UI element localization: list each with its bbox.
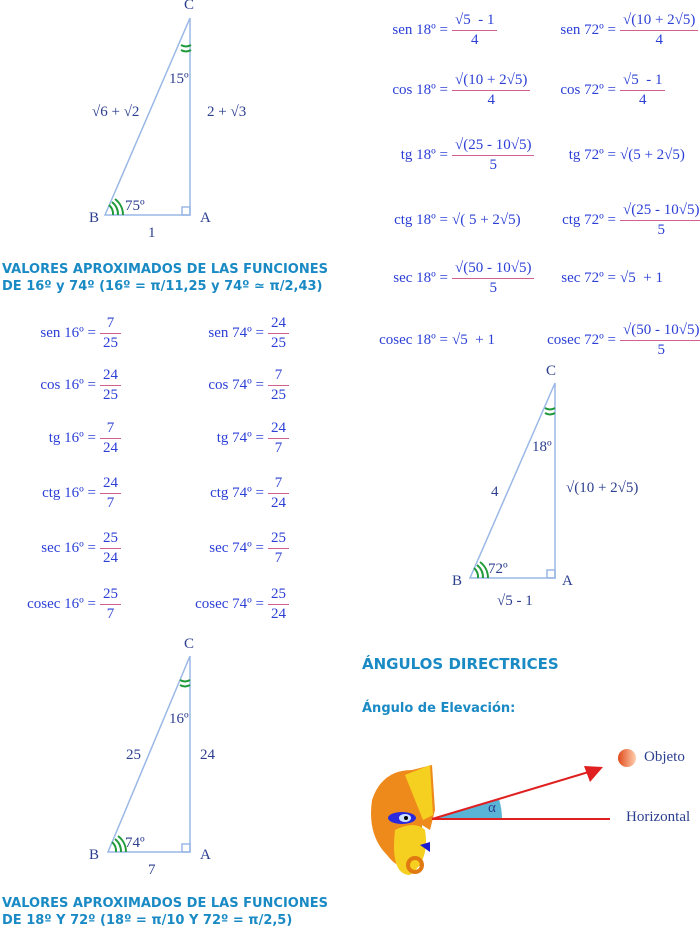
fraction — [620, 322, 700, 359]
angle-marks-16 — [112, 680, 190, 852]
function-label: ctg 18º = — [394, 211, 448, 228]
denominator: 24 — [268, 493, 289, 512]
formula-value: √( 5 + 2√5) — [452, 211, 521, 228]
vertex-c: C — [184, 636, 195, 652]
numerator: 24 — [271, 419, 286, 436]
formula-value: √(5 + 2√5) — [620, 146, 685, 163]
numerator: √(50 - 10√5) — [623, 321, 700, 338]
numerator: √5 - 1 — [455, 11, 495, 28]
function-label: sen 72º = — [560, 21, 616, 38]
triangle-16-74 — [108, 656, 190, 852]
numerator: 24 — [103, 366, 118, 383]
hypotenuse-label: 4 — [491, 484, 499, 500]
numerator: √(25 - 10√5) — [455, 136, 532, 153]
formula-row — [0, 359, 121, 411]
vertex-a: A — [562, 573, 573, 589]
formula-value: √5 + 1 — [620, 269, 663, 286]
denominator: 5 — [452, 278, 534, 297]
fraction — [268, 420, 289, 457]
function-label: sen 74º = — [208, 324, 264, 341]
denominator: 4 — [620, 30, 698, 49]
function-label: tg 74º = — [216, 429, 264, 446]
function-label: tg 72º = — [568, 146, 616, 163]
numerator: √(25 - 10√5) — [623, 201, 700, 218]
function-label: tg 16º = — [48, 429, 96, 446]
fraction — [620, 12, 698, 49]
triangle-18-72 — [470, 383, 555, 578]
denominator: 4 — [452, 90, 530, 109]
function-label: sen 16º = — [40, 324, 96, 341]
angle-top-label: 16º — [169, 711, 189, 727]
fraction — [100, 420, 121, 457]
vertex-b: B — [89, 847, 100, 863]
denominator: 7 — [100, 493, 121, 512]
function-label: sec 18º = — [393, 269, 448, 286]
formula-row — [160, 467, 289, 519]
fraction — [268, 586, 289, 623]
function-label: cos 72º = — [560, 81, 616, 98]
numerator: √(10 + 2√5) — [623, 11, 696, 28]
vertex-b: B — [452, 573, 463, 589]
fraction — [100, 367, 121, 404]
numerator: 7 — [274, 366, 283, 383]
vertex-c: C — [184, 0, 195, 13]
object-label: Objeto — [644, 749, 685, 765]
vertical-side-label: √(10 + 2√5) — [566, 480, 639, 496]
heading-line-1: VALORES APROXIMADOS DE LAS FUNCIONES — [2, 262, 328, 277]
denominator: 24 — [100, 548, 121, 567]
function-label: cosec 74º = — [195, 595, 264, 612]
formula-row — [500, 249, 663, 307]
base-label: √5 - 1 — [497, 593, 533, 609]
horizontal-label: Horizontal — [626, 809, 691, 825]
fraction — [268, 475, 289, 512]
formula-row — [500, 311, 700, 369]
denominator: 4 — [620, 90, 665, 109]
observer-face-icon — [371, 765, 435, 875]
angle-top-label: 15º — [169, 71, 189, 87]
denominator: 5 — [452, 155, 534, 174]
denominator: 5 — [620, 220, 700, 239]
denominator: 25 — [268, 333, 289, 352]
numerator: √(10 + 2√5) — [455, 71, 528, 88]
function-label: sec 72º = — [561, 269, 616, 286]
numerator: 25 — [271, 585, 286, 602]
denominator: 25 — [100, 385, 121, 404]
angle-marks-18 — [474, 408, 555, 578]
hypotenuse-label: 25 — [126, 747, 141, 763]
vertex-c: C — [546, 363, 557, 379]
vertex-a: A — [200, 847, 211, 863]
fraction — [100, 586, 121, 623]
function-label: cos 18º = — [392, 81, 448, 98]
numerator: √5 - 1 — [623, 71, 663, 88]
formula-row — [160, 359, 289, 411]
angle-bottom-label: 75º — [125, 198, 145, 214]
fraction — [268, 367, 289, 404]
fraction — [100, 315, 121, 352]
angle-bottom-label: 72º — [488, 561, 508, 577]
angle-bottom-label: 74º — [125, 835, 145, 851]
fraction — [100, 530, 121, 567]
function-label: ctg 16º = — [42, 484, 96, 501]
fraction — [620, 72, 665, 109]
fraction — [268, 315, 289, 352]
denominator: 5 — [620, 340, 700, 359]
section-title: ÁNGULOS DIRECTRICES — [362, 655, 559, 673]
fraction — [100, 475, 121, 512]
numerator: 7 — [106, 419, 115, 436]
numerator: 24 — [271, 314, 286, 331]
heading-line-2: DE 16º y 74º (16º = π/11,25 y 74º ≃ π/2,43) — [2, 279, 323, 294]
formula-row — [160, 578, 289, 630]
formula-row — [500, 191, 700, 249]
formula-row — [0, 522, 121, 574]
fraction — [620, 202, 700, 239]
function-label: cos 74º = — [208, 376, 264, 393]
function-label: cosec 18º = — [379, 331, 448, 348]
angle-alpha-label: α — [488, 800, 496, 816]
formula-row — [160, 307, 289, 359]
denominator: 7 — [268, 438, 289, 457]
heading-line-1: VALORES APROXIMADOS DE LAS FUNCIONES — [2, 896, 328, 911]
numerator: 24 — [103, 474, 118, 491]
function-label: cosec 16º = — [27, 595, 96, 612]
formula-row — [500, 61, 665, 119]
denominator: 7 — [268, 548, 289, 567]
formula-row — [330, 311, 495, 369]
formula-row — [160, 412, 289, 464]
numerator: 25 — [103, 585, 118, 602]
hypotenuse-label: √6 + √2 — [92, 104, 140, 120]
formula-row — [0, 412, 121, 464]
function-label: sen 18º = — [392, 21, 448, 38]
formula-row — [500, 126, 685, 184]
formula-value: √5 + 1 — [452, 331, 495, 348]
denominator: 7 — [100, 604, 121, 623]
line-of-sight — [432, 771, 592, 819]
vertex-a: A — [200, 210, 211, 226]
heading-16-74 — [2, 261, 328, 295]
angle-top-label: 18º — [532, 439, 552, 455]
formula-row — [0, 467, 121, 519]
denominator: 4 — [452, 30, 497, 49]
denominator: 25 — [100, 333, 121, 352]
base-label: 7 — [148, 862, 156, 878]
vertex-b: B — [89, 210, 100, 226]
numerator: 7 — [106, 314, 115, 331]
function-label: sec 74º = — [209, 539, 264, 556]
function-label: ctg 72º = — [562, 211, 616, 228]
denominator: 25 — [268, 385, 289, 404]
denominator: 24 — [268, 604, 289, 623]
vertical-side-label: 24 — [200, 747, 215, 763]
formula-row — [0, 307, 121, 359]
function-label: tg 18º = — [400, 146, 448, 163]
object-ball-icon — [618, 749, 636, 767]
numerator: √(50 - 10√5) — [455, 259, 532, 276]
vertical-side-label: 2 + √3 — [207, 104, 247, 120]
function-label: ctg 74º = — [210, 484, 264, 501]
function-label: cos 16º = — [40, 376, 96, 393]
numerator: 7 — [274, 474, 283, 491]
formula-row — [330, 191, 521, 249]
formula-row — [500, 1, 698, 59]
fraction — [268, 530, 289, 567]
formula-row — [160, 522, 289, 574]
denominator: 24 — [100, 438, 121, 457]
section-subtitle: Ángulo de Elevación: — [362, 701, 516, 716]
formula-row — [0, 578, 121, 630]
base-label: 1 — [148, 225, 156, 241]
numerator: 25 — [103, 529, 118, 546]
heading-line-2: DE 18º Y 72º (18º = π/10 Y 72º = π/2,5) — [2, 913, 293, 928]
heading-18-72 — [2, 895, 328, 929]
function-label: sec 16º = — [41, 539, 96, 556]
function-label: cosec 72º = — [547, 331, 616, 348]
numerator: 25 — [271, 529, 286, 546]
formula-row — [330, 1, 497, 59]
arrowhead-icon — [584, 766, 603, 782]
fraction — [452, 12, 497, 49]
